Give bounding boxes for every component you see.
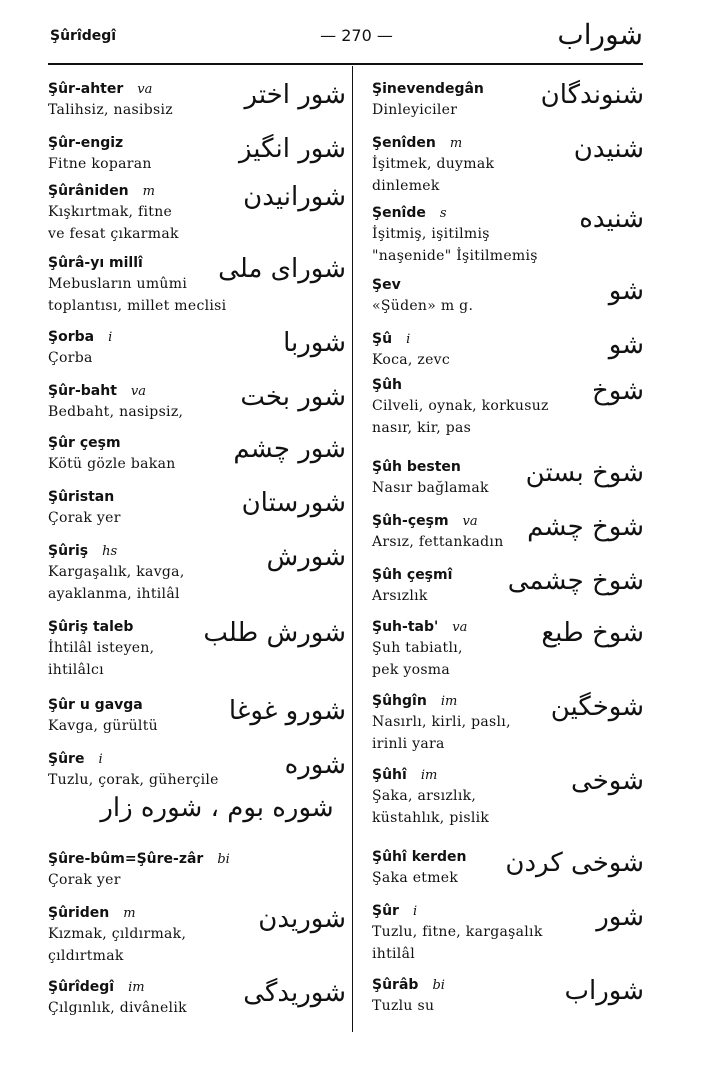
entry-arabic-script: شور بخت <box>240 382 346 412</box>
page-header <box>0 18 713 58</box>
entry-definition: «Şüden» m g. <box>372 298 474 314</box>
entry-lemma: Şûr <box>372 903 399 919</box>
entry-pos-tag: i <box>406 332 411 347</box>
entry-pos-tag: im <box>420 768 438 783</box>
dictionary-entry <box>48 134 346 175</box>
dictionary-entry <box>372 618 644 681</box>
entry-arabic-script: شورستان <box>241 488 346 518</box>
entry-lemma: Şev <box>372 277 401 293</box>
entry-lemma: Şûriş <box>48 543 89 559</box>
dictionary-entry <box>48 434 346 475</box>
entry-lemma: Şenîde <box>372 205 426 221</box>
entry-definition: İşitmiş, işitilmiş "naşenide" İşitilmemiş <box>372 226 538 264</box>
entry-lemma: Şûrâb <box>372 977 419 993</box>
entry-definition: Mebusların umûmi toplantısı, millet meclisi <box>48 276 227 314</box>
dictionary-entry <box>48 328 346 369</box>
entry-lemma: Şinevendegân <box>372 81 484 97</box>
entry-lemma: Şûr çeşm <box>48 435 121 451</box>
dictionary-entry <box>48 182 346 245</box>
entry-definition: Tuzlu, çorak, güherçile <box>48 772 219 788</box>
dictionary-entry <box>48 850 346 891</box>
entry-pos-tag: m <box>142 184 155 199</box>
entry-definition: Koca, zevc <box>372 352 451 368</box>
entry-pos-tag: i <box>98 752 103 767</box>
running-head-left: Şûrîdegî <box>50 28 117 44</box>
dictionary-entry <box>372 566 644 607</box>
entry-arabic-script: شوربا <box>283 328 346 358</box>
dictionary-entry <box>372 902 644 965</box>
entry-arabic-script: شوره <box>284 750 346 780</box>
entry-definition: Talihsiz, nasibsiz <box>48 102 173 118</box>
entry-arabic-script: شوخ بستن <box>525 458 644 488</box>
entry-arabic-script: شور <box>596 902 644 932</box>
dictionary-entry <box>48 750 346 825</box>
entry-arabic-script: شنیده <box>579 204 644 234</box>
entry-definition: Çılgınlık, divânelik <box>48 1000 187 1016</box>
entry-headword <box>372 276 644 295</box>
entry-arabic-script: شوخگین <box>550 692 644 722</box>
entry-lemma: Şûr-baht <box>48 383 117 399</box>
dictionary-entry <box>372 766 644 829</box>
entry-arabic-script: شور انگیز <box>238 134 346 164</box>
entry-pos-tag: va <box>462 514 478 529</box>
entry-definition: Tuzlu, fitne, kargaşalık ihtilâl <box>372 924 543 962</box>
entry-lemma: Şûre-bûm=Şûre-zâr <box>48 851 204 867</box>
entry-lemma: Şuh-tab' <box>372 619 439 635</box>
dictionary-entry <box>372 80 644 121</box>
dictionary-entry <box>372 276 644 317</box>
dictionary-entry <box>48 542 346 605</box>
entry-definition: Cilveli, oynak, korkusuz nasır, kir, pas <box>372 398 549 436</box>
entry-arabic-script: شوراب <box>564 976 644 1006</box>
dictionary-entry <box>372 512 644 553</box>
entry-arabic-script: شنوندگان <box>540 80 644 110</box>
entry-definition: Fitne koparan <box>48 156 152 172</box>
entry-definition: Nasır bağlamak <box>372 480 489 496</box>
entry-definition: Arsızlık <box>372 588 428 604</box>
entry-definition: Çorba <box>48 350 93 366</box>
entry-pos-tag: va <box>130 384 147 399</box>
entry-arabic-script: شوخ چشم <box>527 512 644 542</box>
dictionary-entry <box>372 848 644 889</box>
entry-lemma: Şûh <box>372 377 403 393</box>
dictionary-entry <box>48 80 346 121</box>
dictionary-entry <box>48 488 346 529</box>
entry-arabic-script: شورو غوغا <box>228 696 346 726</box>
entry-lemma: Şûriden <box>48 905 110 921</box>
entry-lemma: Şenîden <box>372 135 436 151</box>
column-divider <box>352 66 353 1032</box>
entry-arabic-script: شو <box>608 276 644 306</box>
entry-pos-tag: m <box>123 906 136 921</box>
entry-lemma: Şûristan <box>48 489 115 505</box>
entry-lemma: Şûrîdegî <box>48 979 115 995</box>
entry-arabic-script: شوریدگی <box>243 978 346 1008</box>
entry-headword <box>48 850 346 869</box>
dictionary-entry <box>372 376 644 439</box>
entry-arabic-script: شورش <box>266 542 346 572</box>
dictionary-entry <box>372 204 644 267</box>
entry-arabic-script: شوخی <box>571 766 644 796</box>
dictionary-entry <box>48 904 346 967</box>
entry-pos-tag: im <box>440 694 458 709</box>
entry-definition: Çorak yer <box>48 510 121 526</box>
header-rule <box>48 63 643 65</box>
entry-pos-tag: va <box>452 620 468 635</box>
entry-pos-tag: hs <box>102 544 118 559</box>
entry-definition: Nasırlı, kirli, paslı, irinli yara <box>372 714 511 752</box>
dictionary-entry <box>372 134 644 197</box>
dictionary-entry <box>48 978 346 1019</box>
entry-lemma: Şûr u gavga <box>48 697 143 713</box>
page-number: — 270 — <box>320 26 393 45</box>
entry-pos-tag: va <box>137 82 153 97</box>
entry-definition: Kışkırtmak, fitne ve fesat çıkarmak <box>48 204 179 242</box>
entry-pos-tag: bi <box>217 852 230 867</box>
dictionary-entry <box>48 618 346 681</box>
entry-lemma: Şûh-çeşm <box>372 513 449 529</box>
entry-lemma: Şû <box>372 331 393 347</box>
entry-definition: Kargaşalık, kavga, ayaklanma, ihtilâl <box>48 564 185 602</box>
entry-lemma: Şûhî <box>372 767 407 783</box>
entry-headword <box>372 330 644 349</box>
dictionary-entry <box>372 458 644 499</box>
dictionary-entry <box>372 692 644 755</box>
entry-pos-tag: im <box>128 980 145 995</box>
entry-arabic-script: شورانیدن <box>243 182 346 212</box>
entry-pos-tag: i <box>412 904 418 919</box>
entry-definition: İşitmek, duymak dinlemek <box>372 156 495 194</box>
entry-pos-tag: s <box>439 206 447 221</box>
entry-definition: Kavga, gürültü <box>48 718 158 734</box>
entry-arabic-script: شوخی کردن <box>505 848 644 878</box>
entry-arabic-script: شنیدن <box>573 134 644 164</box>
entry-lemma: Şûhî kerden <box>372 849 467 865</box>
entry-definition: Kızmak, çıldırmak, çıldırtmak <box>48 926 187 964</box>
entry-lemma: Şûr-engiz <box>48 135 124 151</box>
entry-lemma: Şûr-ahter <box>48 81 124 97</box>
entry-lemma: Şorba <box>48 329 95 345</box>
entry-definition: Arsız, fettankadın <box>372 534 504 550</box>
entry-arabic-script: شوریدن <box>258 904 346 934</box>
entry-arabic-script: شو <box>608 330 644 360</box>
dictionary-entry <box>48 696 346 737</box>
entry-definition: Çorak yer <box>48 872 121 888</box>
entry-pos-tag: i <box>108 330 113 345</box>
entry-definition: Şaka, arsızlık, küstahlık, pislik <box>372 788 490 826</box>
dictionary-entry <box>48 254 346 317</box>
entry-arabic-script: شوخ طبع <box>541 618 644 648</box>
entry-lemma: Şûriş taleb <box>48 619 134 635</box>
running-head-right-arabic: شوراب <box>557 18 643 51</box>
entry-arabic-script: شورای ملی <box>218 254 346 284</box>
entry-pos-tag: bi <box>432 978 445 993</box>
entry-pos-tag: m <box>449 136 463 151</box>
entry-definition: Dinleyiciler <box>372 102 458 118</box>
entry-definition: Kötü gözle bakan <box>48 456 176 472</box>
entry-definition: Tuzlu su <box>372 998 435 1014</box>
entry-arabic-script: شورش طلب <box>203 618 346 648</box>
entry-lemma: Şûh çeşmî <box>372 567 453 583</box>
entry-derived-arabic: شوره بوم ، شوره زار <box>100 793 334 823</box>
entry-lemma: Şûrâ-yı millî <box>48 255 143 271</box>
entry-definition: İhtilâl isteyen, ihtilâlcı <box>48 640 155 678</box>
entry-arabic-script: شوخ چشمی <box>507 566 644 596</box>
entry-arabic-script: شوخ <box>592 376 644 406</box>
entry-arabic-script: شور اختر <box>244 80 346 110</box>
entry-lemma: Şûh besten <box>372 459 461 475</box>
entry-definition: Bedbaht, nasipsiz, <box>48 404 184 420</box>
entry-lemma: Şûhgîn <box>372 693 427 709</box>
dictionary-entry <box>48 382 346 423</box>
dictionary-entry <box>372 330 644 371</box>
entry-arabic-script: شور چشم <box>233 434 346 464</box>
dictionary-entry <box>372 976 644 1017</box>
entry-lemma: Şûre <box>48 751 85 767</box>
entry-lemma: Şûrâniden <box>48 183 129 199</box>
entry-definition: Şaka etmek <box>372 870 459 886</box>
entry-definition: Şuh tabiatlı, pek yosma <box>372 640 463 678</box>
